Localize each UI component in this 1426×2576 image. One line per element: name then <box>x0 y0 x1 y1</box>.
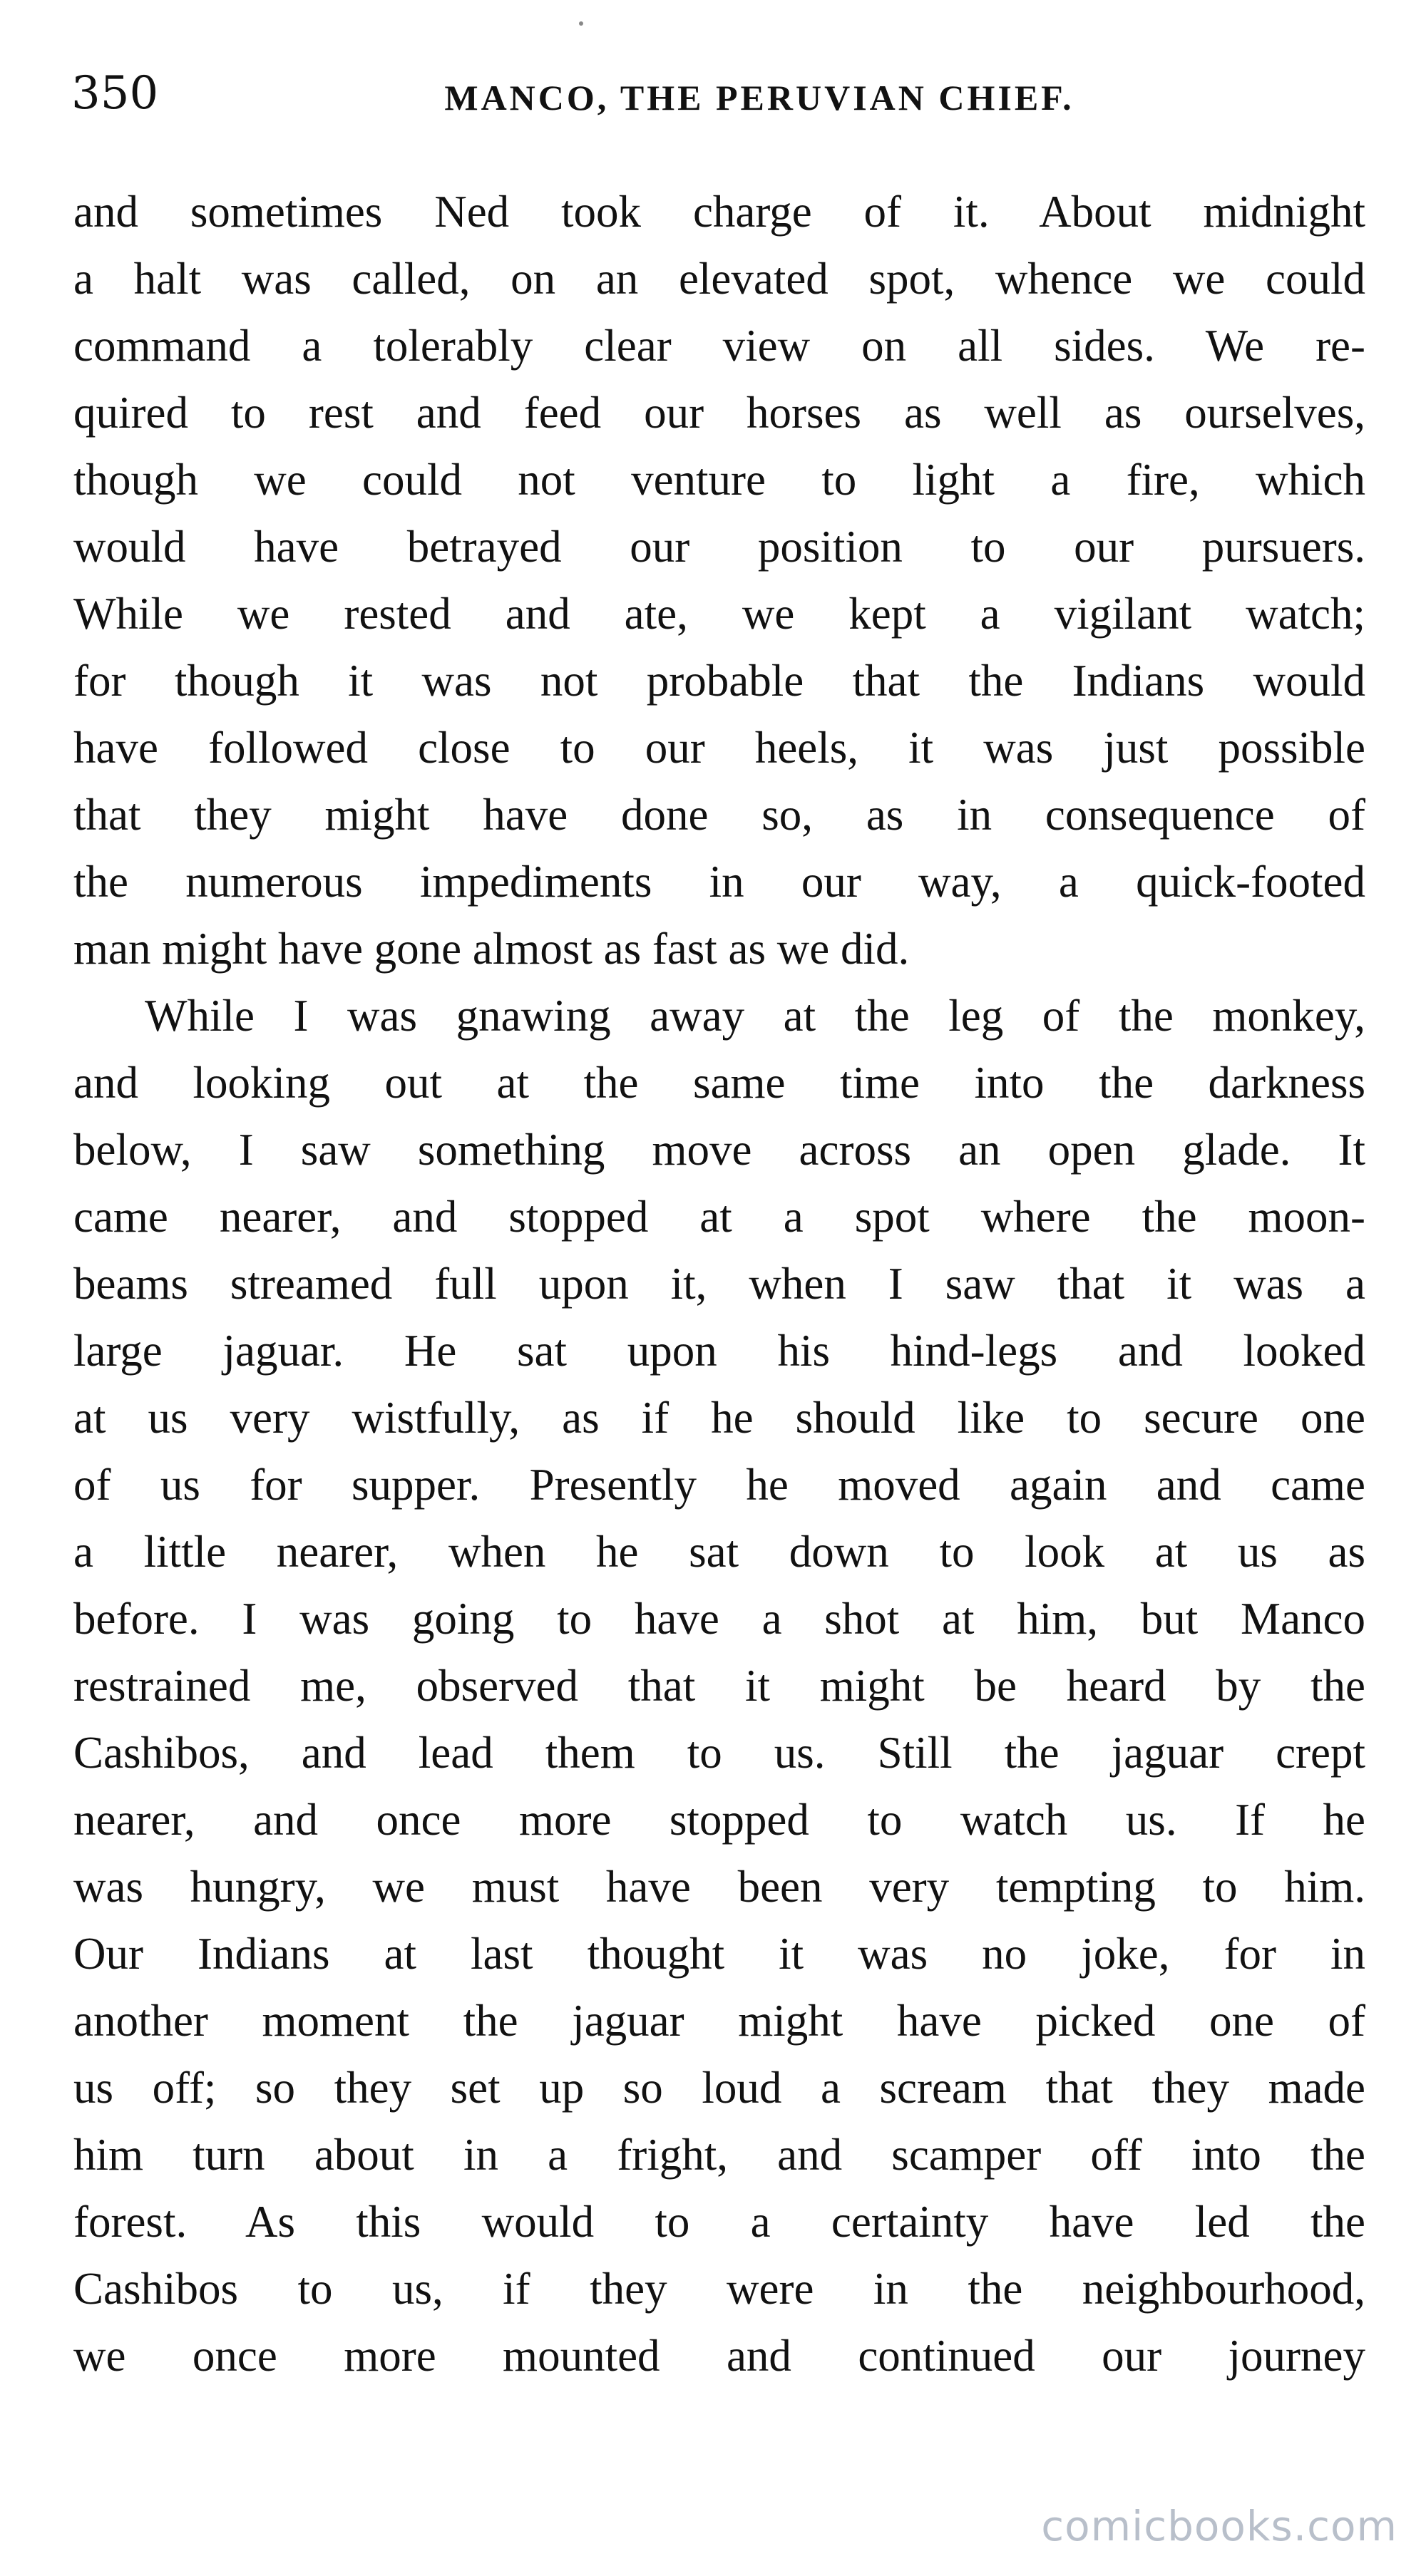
text-line: While we rested and ate, we kept a vigilant watch; <box>73 589 1365 639</box>
text-line: nearer, and once more stopped to watch us. If he <box>73 1795 1365 1845</box>
text-line: came nearer, and stopped at a spot where the moon- <box>73 1192 1365 1242</box>
body-text <box>73 178 1365 2389</box>
paragraph-2 <box>73 982 1365 2389</box>
text-line: for though it was not probable that the Indians would <box>73 656 1365 706</box>
text-line: a halt was called, on an elevated spot, whence we could <box>73 254 1365 304</box>
text-line: command a tolerably clear view on all sides. We re- <box>73 321 1365 371</box>
text-line: would have betrayed our position to our pursuers. <box>73 522 1365 572</box>
text-line: have followed close to our heels, it was just possible <box>73 723 1365 773</box>
watermark: comicbooks.com <box>1041 2502 1397 2550</box>
text-line: at us very wistfully, as if he should like to secure one <box>73 1393 1365 1443</box>
text-line: another moment the jaguar might have picked one of <box>73 1996 1365 2046</box>
text-line: man might have gone almost as fast as we did. <box>73 924 910 974</box>
text-line: below, I saw something move across an open glade. It <box>73 1125 1365 1175</box>
text-line: us off; so they set up so loud a scream that they made <box>73 2063 1365 2113</box>
page-number: 350 <box>71 67 159 120</box>
text-line: him turn about in a fright, and scamper off into the <box>73 2130 1365 2180</box>
page-mark <box>579 21 583 26</box>
text-line: and sometimes Ned took charge of it. About midnight <box>73 187 1365 237</box>
text-line: While I was gnawing away at the leg of the monkey, <box>145 991 1365 1041</box>
paragraph-1 <box>73 178 1365 982</box>
text-line: though we could not venture to light a fire, which <box>73 455 1365 505</box>
text-line: that they might have done so, as in consequence of <box>73 790 1365 840</box>
text-line: forest. As this would to a certainty have led the <box>73 2197 1365 2247</box>
page-header <box>71 61 1365 125</box>
text-line: Cashibos to us, if they were in the neighbourhood, <box>73 2264 1365 2314</box>
text-line: the numerous impediments in our way, a quick-footed <box>73 857 1365 907</box>
text-line: Our Indians at last thought it was no joke, for in <box>73 1929 1365 1979</box>
running-head: MANCO, THE PERUVIAN CHIEF. <box>444 78 1074 118</box>
text-line: restrained me, observed that it might be heard by the <box>73 1661 1365 1711</box>
text-line: of us for supper. Presently he moved again and came <box>73 1460 1365 1510</box>
text-line: and looking out at the same time into the darkness <box>73 1058 1365 1108</box>
text-line: was hungry, we must have been very tempting to him. <box>73 1862 1365 1912</box>
text-line: we once more mounted and continued our journey <box>73 2331 1365 2381</box>
text-line: large jaguar. He sat upon his hind-legs and looked <box>73 1326 1365 1376</box>
text-line: a little nearer, when he sat down to look at us as <box>73 1527 1365 1577</box>
text-line: beams streamed full upon it, when I saw that it was a <box>73 1259 1365 1309</box>
text-line: before. I was going to have a shot at him, but Manco <box>73 1594 1365 1644</box>
text-line: Cashibos, and lead them to us. Still the jaguar crept <box>73 1728 1365 1778</box>
text-line: quired to rest and feed our horses as well as ourselves, <box>73 388 1365 438</box>
